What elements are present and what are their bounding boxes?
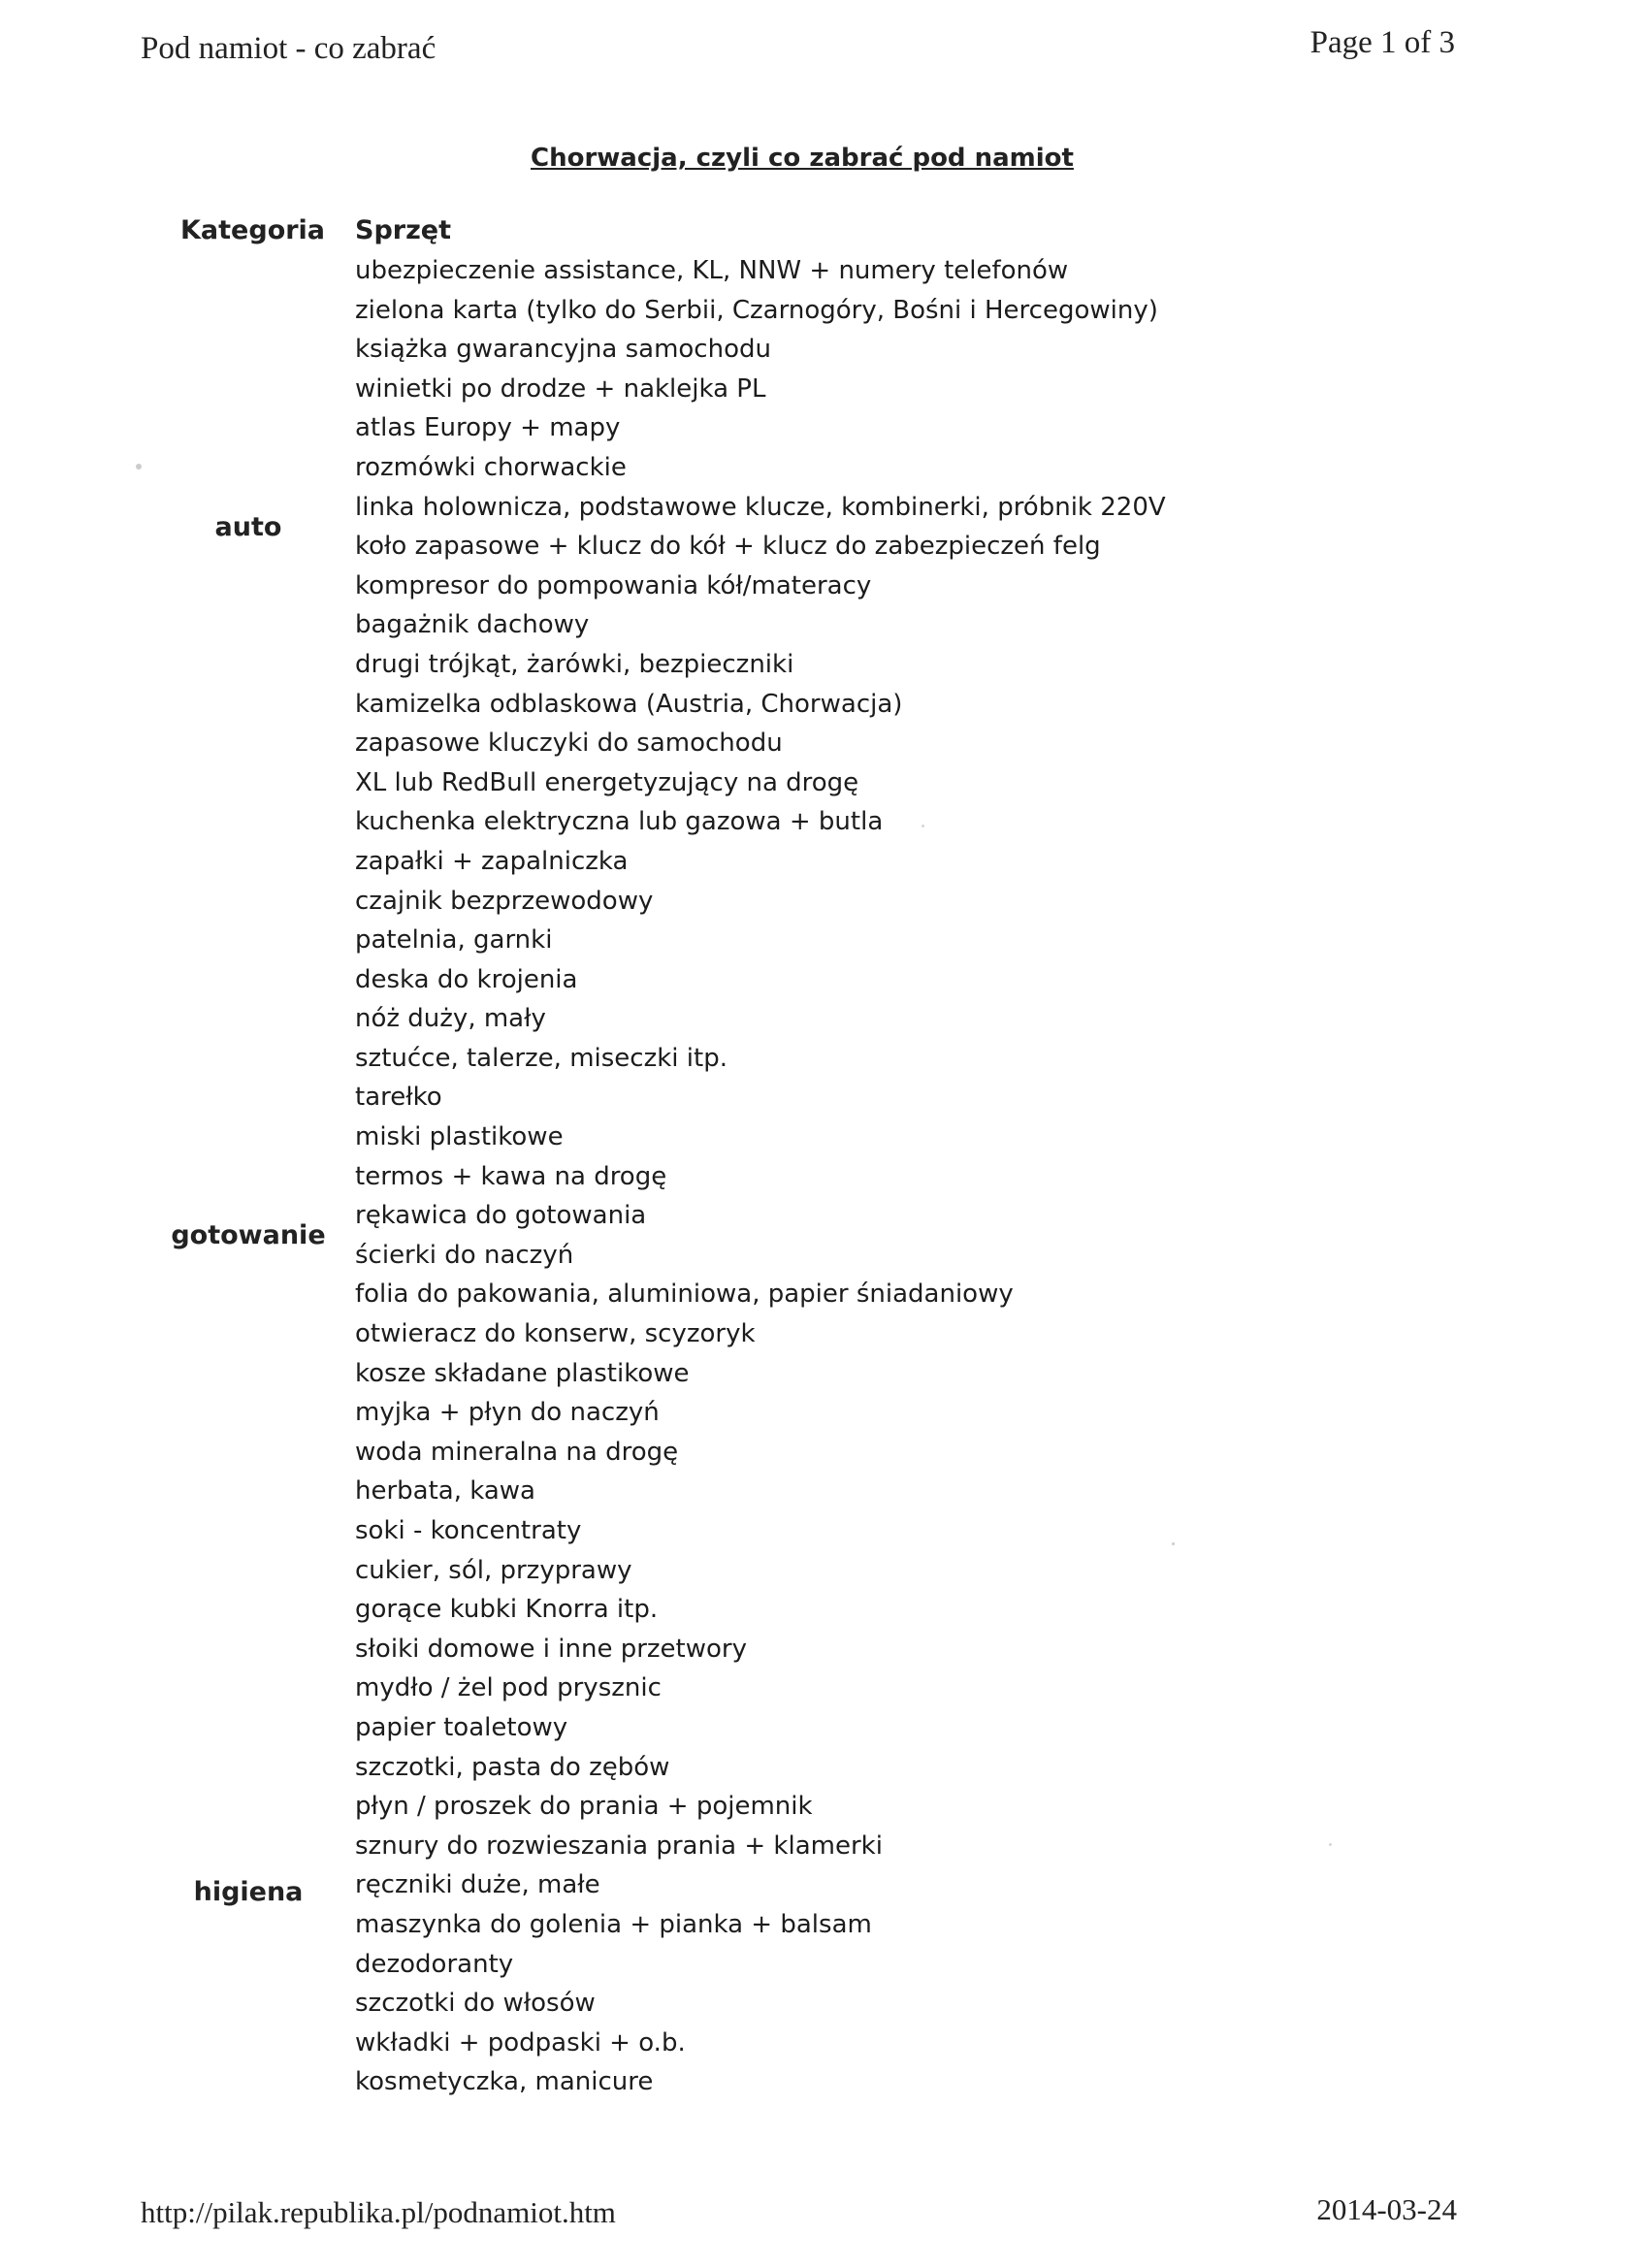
equipment-item: kamizelka odblaskowa (Austria, Chorwacja) (355, 689, 903, 719)
equipment-item: zapałki + zapalniczka (355, 846, 629, 876)
equipment-item: koło zapasowe + klucz do kół + klucz do zabezpieczeń felg (355, 532, 1101, 562)
equipment-item: sznury do rozwieszania prania + klamerki (355, 1831, 883, 1861)
equipment-item: dezodoranty (355, 1949, 514, 1979)
print-header-title: Pod namiot - co zabrać (141, 31, 436, 66)
footer-url: http://pilak.republika.pl/podnamiot.htm (141, 2195, 616, 2229)
equipment-item: czajnik bezprzewodowy (355, 886, 654, 916)
equipment-item: szczotki do włosów (355, 1989, 596, 2019)
scan-speck (922, 825, 924, 827)
equipment-item: myjka + płyn do naczyń (355, 1398, 660, 1428)
footer-date: 2014-03-24 (1316, 2192, 1457, 2226)
equipment-item: rozmówki chorwackie (355, 452, 627, 482)
equipment-item: linka holownicza, podstawowe klucze, kombinerki, próbnik 220V (355, 492, 1166, 522)
equipment-item: XL lub RedBull energetyzujący na drogę (355, 767, 859, 797)
equipment-item: sztućce, talerze, miseczki itp. (355, 1043, 728, 1073)
equipment-item: winietki po drodze + naklejka PL (355, 373, 766, 404)
equipment-item: kuchenka elektryczna lub gazowa + butla (355, 807, 884, 837)
equipment-item: ubezpieczenie assistance, KL, NNW + numery telefonów (355, 256, 1069, 285)
equipment-item: rękawica do gotowania (355, 1201, 647, 1231)
equipment-item: miski plastikowe (355, 1122, 564, 1152)
equipment-item: herbata, kawa (355, 1476, 535, 1507)
equipment-item: ścierki do naczyń (355, 1240, 574, 1270)
equipment-list (355, 251, 1166, 2102)
equipment-item: cukier, sól, przyprawy (355, 1555, 632, 1585)
equipment-item: płyn / proszek do prania + pojemnik (355, 1792, 813, 1822)
equipment-item: zapasowe kluczyki do samochodu (355, 729, 783, 759)
equipment-item: drugi trójkąt, żarówki, bezpieczniki (355, 649, 794, 679)
print-header-page-number: Page 1 of 3 (1310, 25, 1455, 60)
equipment-item: soki - koncentraty (355, 1516, 582, 1545)
equipment-item: kosmetyczka, manicure (355, 2067, 654, 2097)
equipment-item: termos + kawa na drogę (355, 1161, 667, 1191)
equipment-item: folia do pakowania, aluminiowa, papier śniadaniowy (355, 1280, 1014, 1310)
scan-speck (1172, 1542, 1175, 1545)
scan-speck (136, 464, 142, 470)
equipment-item: gorące kubki Knorra itp. (355, 1595, 659, 1625)
scan-speck (1329, 1843, 1332, 1846)
equipment-item: otwieracz do konserw, scyzoryk (355, 1319, 756, 1349)
equipment-item: mydło / żel pod prysznic (355, 1673, 662, 1703)
equipment-item: patelnia, garnki (355, 925, 553, 956)
category-label-higiena: higiena (193, 1877, 304, 1907)
column-header-category: Kategoria (180, 215, 326, 245)
equipment-item: atlas Europy + mapy (355, 413, 621, 443)
document-title: Chorwacja, czyli co zabrać pod namiot (531, 144, 1074, 173)
equipment-item: książka gwarancyjna samochodu (355, 335, 771, 365)
equipment-item: ręczniki duże, małe (355, 1870, 600, 1900)
equipment-item: maszynka do golenia + pianka + balsam (355, 1909, 872, 1939)
equipment-item: papier toaletowy (355, 1712, 568, 1742)
equipment-item: kompresor do pompowania kół/materacy (355, 570, 872, 600)
category-label-gotowanie: gotowanie (171, 1220, 326, 1250)
equipment-item: zielona karta (tylko do Serbii, Czarnogóry, Bośni i Hercegowiny) (355, 295, 1158, 325)
equipment-item: kosze składane plastikowe (355, 1358, 690, 1388)
equipment-item: szczotki, pasta do zębów (355, 1752, 670, 1782)
equipment-item: nóż duży, mały (355, 1004, 546, 1034)
category-label-auto: auto (214, 512, 282, 542)
equipment-item: bagażnik dachowy (355, 610, 590, 640)
equipment-item: tarełko (355, 1083, 442, 1113)
equipment-item: deska do krojenia (355, 964, 578, 994)
equipment-item: słoiki domowe i inne przetwory (355, 1634, 747, 1664)
equipment-item: woda mineralna na drogę (355, 1437, 679, 1467)
column-header-equipment: Sprzęt (355, 215, 452, 245)
equipment-item: wkładki + podpaski + o.b. (355, 2027, 686, 2057)
